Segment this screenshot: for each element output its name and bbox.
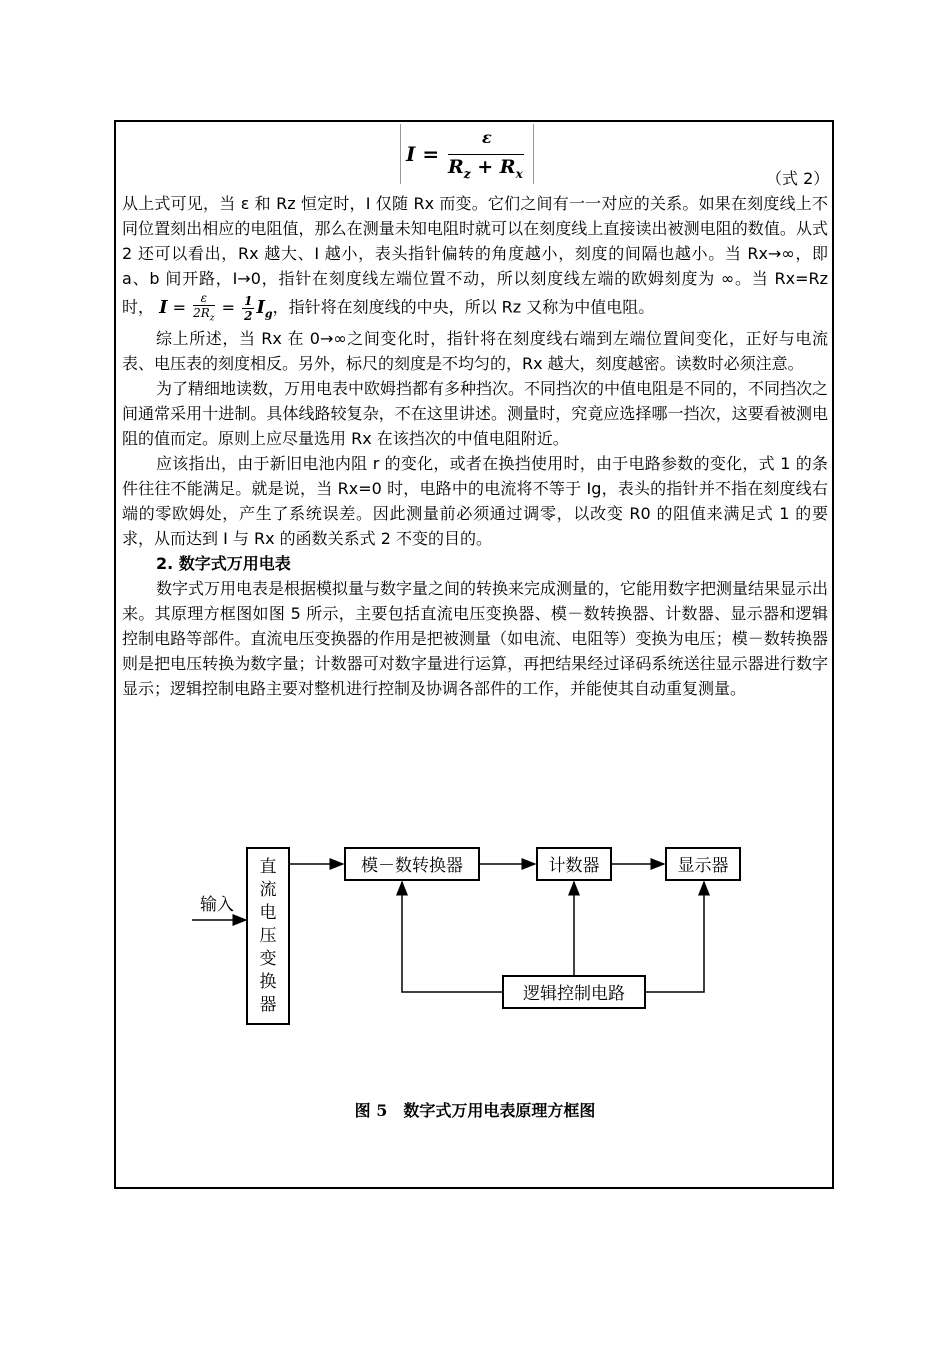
logic-to-display bbox=[645, 882, 704, 992]
logic-to-adc bbox=[402, 882, 503, 992]
equation-2 bbox=[404, 128, 528, 180]
logic-label: 逻辑控制电路 bbox=[523, 984, 625, 1004]
input-label: 输入 bbox=[200, 895, 234, 915]
paragraph-5: 数字式万用电表是根据模拟量与数字量之间的转换来完成测量的，它能用数字把测量结果显示出来。其原理方框图如图 5 所示，主要包括直流电压变换器、模－数转换器、计数器、显示器和逻辑控制电路等部件。直流电压变换器的作用是把被测量（如电流、电阻等）变换为电压；模－数转换器则是把电压转换为数字量；计数器可对数字量进行运算，再把结果经过译码系统送往显示器进行数字显示；逻辑控制电路主要对整机进行控制及协调各部件的工作，并能使其自动重复测量。 bbox=[122, 579, 829, 699]
paragraph-4: 应该指出，由于新旧电池内阻 r 的变化，或者在换挡使用时，由于电路参数的变化，式 1 的条件往往不能满足。就是说，当 Rx=0 时，电路中的电流将不等于 Ig，表头的指针并不指在刻度线右端的零欧姆处，产生了系统误差。因此测量前必须通过调零，以改变 R0 的阻值来满足式 1 的要求，从而达到 I 与 Rx 的函数关系式 2 不变的目的。 bbox=[122, 454, 828, 549]
inline-formula-render: I = $\frac{\varepsilon}{2R_z}$ = $\frac{1}{2}$ $I_g$ bbox=[159, 291, 273, 324]
body-text bbox=[122, 191, 828, 701]
section-heading: 2. 数字式万用电表 bbox=[156, 554, 291, 574]
svg-text:流: 流 bbox=[259, 880, 277, 900]
display-label: 显示器 bbox=[677, 856, 729, 876]
dc-converter-label bbox=[260, 857, 277, 1015]
paragraph-1-tail: ，指针将在刻度线的中央，所以 Rz 又称为中值电阻。 bbox=[272, 297, 655, 317]
paragraph-1 bbox=[122, 191, 828, 326]
formula-denominator: $R_z + R_x$ bbox=[448, 156, 523, 181]
equation-number: （式 2） bbox=[766, 169, 830, 188]
paragraph-1-text: 从上式可见，当 ε 和 Rz 恒定时，I 仅随 Rx 而变。它们之间有一一对应的关系。如果在刻度线上不同位置刻出相应的电阻值，那么在测量未知电阻时就可以在刻度线上直接读出被测电阻的数值。从式 2 还可以看出，Rx 越大、I 越小，表头指针偏转的角度越小，刻度的间隔也越小。当 Rx→∞，即 a、b 间开路，I→0，指针在刻度线左端位置不动，所以刻度线左端的欧姆刻度为 ∞。当 Rx=Rz 时， bbox=[122, 194, 828, 317]
adc-label: 模－数转换器 bbox=[361, 856, 463, 876]
svg-text:电: 电 bbox=[259, 903, 277, 923]
formula-numerator: ε bbox=[482, 128, 492, 147]
formula-lhs: I = bbox=[406, 142, 440, 166]
counter-label: 计数器 bbox=[548, 856, 600, 876]
svg-text:器: 器 bbox=[259, 995, 277, 1015]
block-diagram bbox=[180, 830, 780, 1040]
figure-caption: 图 5 数字式万用电表原理方框图 bbox=[354, 1101, 596, 1120]
svg-text:变: 变 bbox=[259, 949, 277, 969]
fraction-bar bbox=[448, 154, 524, 155]
svg-text:直: 直 bbox=[259, 857, 277, 877]
paragraph-2: 综上所述，当 Rx 在 0→∞之间变化时，指针将在刻度线右端到左端位置间变化，正好与电流表、电压表的刻度相反。另外，标尺的刻度是不均匀的，Rx 越大，刻度越密。读数时必须注意。 bbox=[122, 329, 828, 374]
svg-text:换: 换 bbox=[259, 972, 277, 992]
paragraph-3: 为了精细地读数，万用电表中欧姆挡都有多种挡次。不同挡次的中值电阻是不同的，不同挡次之间通常采用十进制。具体线路较复杂，不在这里讲述。测量时，究竟应选择哪一挡次，这要看被测电阻的值而定。原则上应尽量选用 Rx 在该挡次的中值电阻附近。 bbox=[122, 379, 829, 449]
svg-text:压: 压 bbox=[259, 926, 277, 946]
